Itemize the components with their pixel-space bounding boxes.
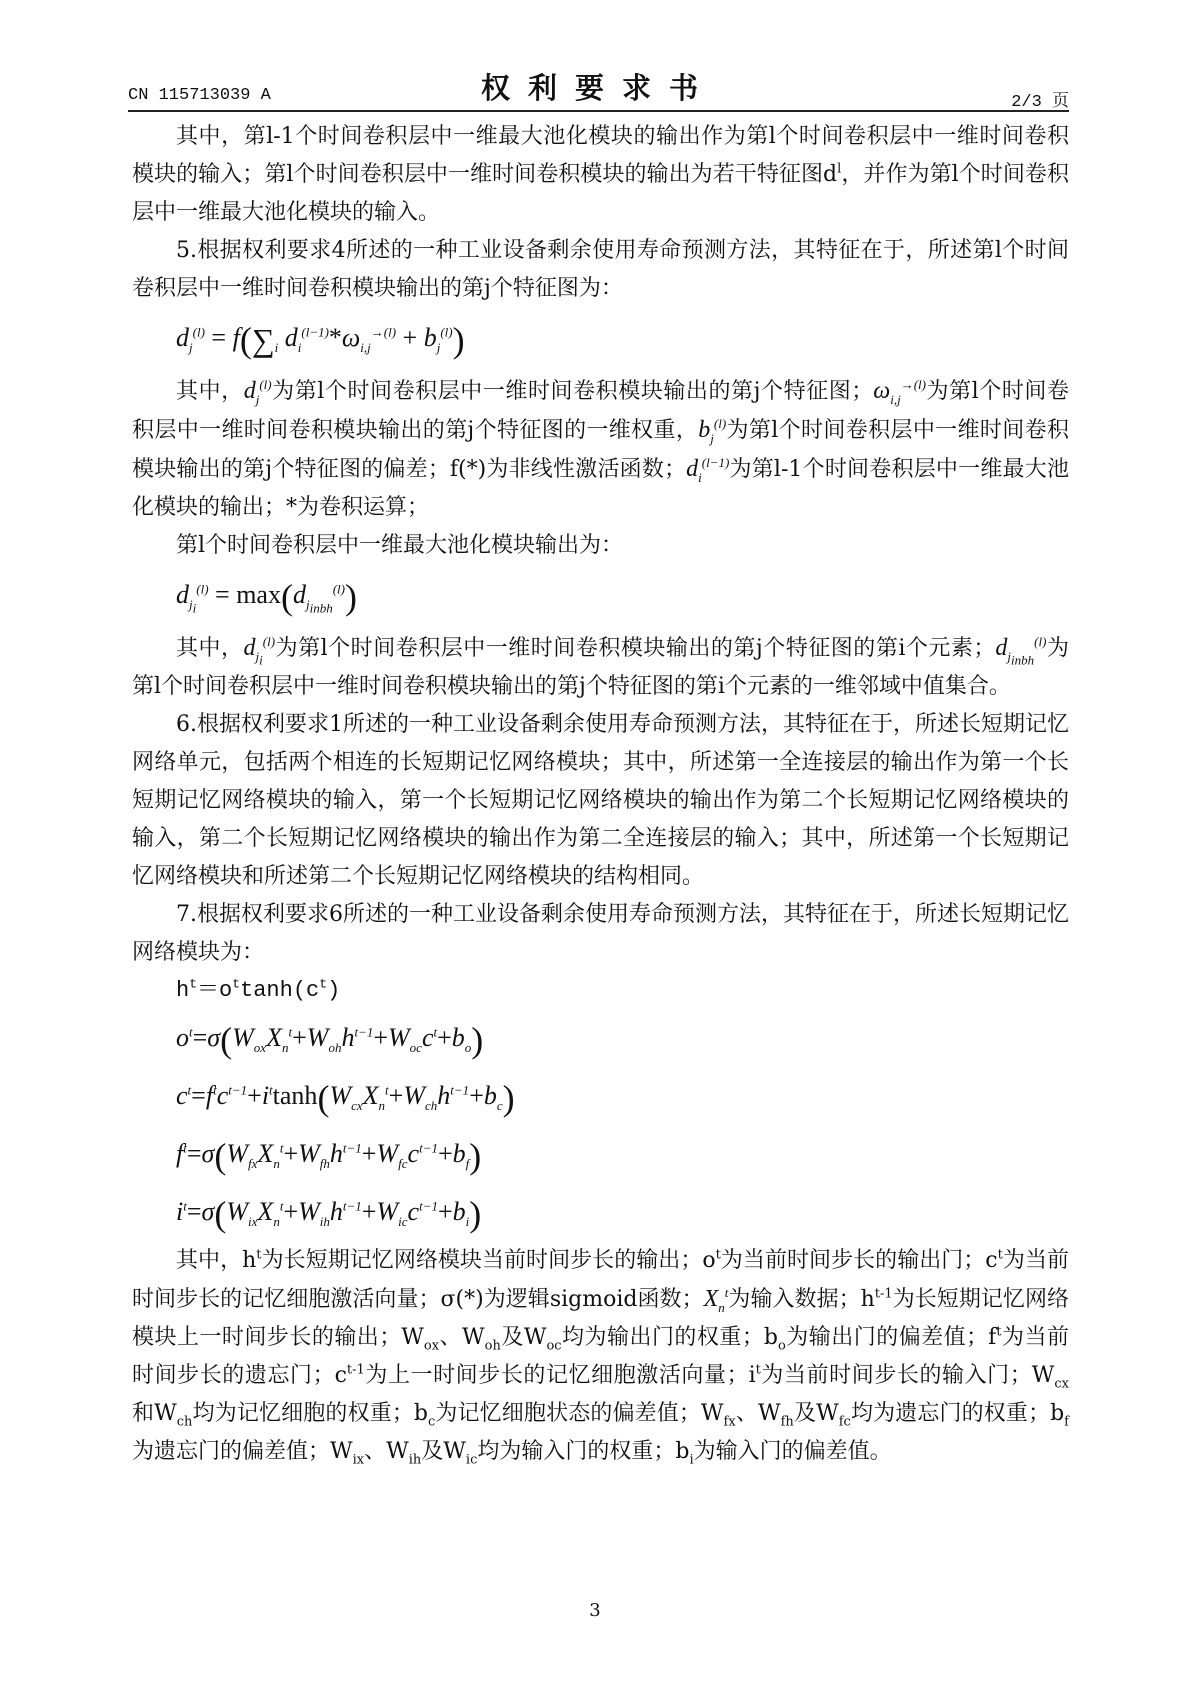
- page-of: 2/3 页: [1011, 93, 1069, 112]
- page-number: 3: [589, 1600, 601, 1621]
- formula-f: $f^t=\sigma(W_{fx}X_n^t+W_{fh}h^{t-1}+W_{fc}c^{t-1}+b_f)$: [176, 1136, 482, 1177]
- claim-6: 6.根据权利要求1所述的一种工业设备剩余使用寿命预测方法，其特征在于，所述长短期记忆网络单元，包括两个相连的长短期记忆网络模块；其中，所述第一全连接层的输出作为第一个长短期记忆网络模块的输入，第一个长短期记忆网络模块的输出作为第二个长短期记忆网络模块的输入，第二个长短期记忆网络模块的输出作为第二全连接层的输入；其中，所述第一个长短期记忆网络模块和所述第二个长短期记忆网络模块的结构相同。: [132, 712, 1069, 890]
- page-title: 权利要求书: [480, 71, 716, 105]
- paragraph-pool-def: 其中，$d_{j_i}^{(l)}$为第l个时间卷积层中一维时间卷积模块输出的第j个特征图的第i个元素；$d_{j_{inbh}}^{(l)}$为第l个时间卷积层中一维时间卷积模块输出的第j个特征图的第i个元素的一维邻域中值集合。: [132, 634, 1069, 700]
- paragraph-pool-intro: 第l个时间卷积层中一维最大池化模块输出为：: [176, 533, 624, 559]
- formula-pool: $d_{j_i}^{(l)} = \max(d_{j_{inbh}}^{(l)})$: [176, 577, 357, 618]
- claim-5: 5.根据权利要求4所述的一种工业设备剩余使用寿命预测方法，其特征在于，所述第l个时间卷积层中一维时间卷积模块输出的第j个特征图为：: [132, 238, 1069, 301]
- paragraph-conv-def: 其中，$d_j^{(l)}$为第l个时间卷积层中一维时间卷积模块输出的第j个特征图；$\omega_{i,j}^{\to(l)}$为第l个时间卷积层中一维时间卷积模块输出的第j个特征图的一维权重，$b_j^{(l)}$为第l个时间卷积层中一维时间卷积模块输出的第j个特征图的偏差；f(*)为非线性激活函数；$d_i^{(l-1)}$为第l-1个时间卷积层中一维最大池化模块的输出；*为卷积运算；: [132, 377, 1069, 521]
- paragraph-intro: 其中，第l-1个时间卷积层中一维最大池化模块的输出作为第l个时间卷积层中一维时间卷积模块的输入；第l个时间卷积层中一维时间卷积模块的输出为若干特征图$d^l$，并作为第l个时间卷积层中一维最大池化模块的输入。: [132, 124, 1069, 225]
- paragraph-lstm-def: 其中，$h^t$为长短期记忆网络模块当前时间步长的输出；$o^t$为当前时间步长的输出门；$c^t$为当前时间步长的记忆细胞激活向量；σ(*)为逻辑sigmoid函数；$X_n^t$为输入数据；$h^{t-1}$为长短期记忆网络模块上一时间步长的输出；$W_{ox}$、$W_{oh}$及$W_{oc}$均为输出门的权重；$b_o$为输出门的偏差值；$f^t$为当前时间步长的遗忘门；$c^{t-1}$为上一时间步长的记忆细胞激活向量；$i^t$为当前时间步长的输入门；$W_{cx}$和$W_{ch}$均为记忆细胞的权重；$b_c$为记忆细胞状态的偏差值；$W_{fx}$、$W_{fh}$及$W_{fc}$均为遗忘门的权重；$b_f$为遗忘门的偏差值；$W_{ix}$、$W_{ih}$及$W_{ic}$均为输入门的权重；$b_i$为输入门的偏差值。: [132, 1247, 1069, 1468]
- doc-number: CN 115713039 A: [128, 86, 271, 105]
- formula-o: $o^t=\sigma(W_{ox}X_n^t+W_{oh}h^{t-1}+W_{oc}c^t+b_o)$: [176, 1020, 484, 1061]
- formula-i: $i^t=\sigma(W_{ix}X_n^t+W_{ih}h^{t-1}+W_{ic}c^{t-1}+b_i)$: [176, 1194, 482, 1235]
- header-rule: [128, 110, 1069, 112]
- formula-conv: $d_j^{(l)} = f(\sum_i$ $d_i^{(l-1)}*\omega_{i,j}^{\to(l)} + b_j^{(l)}$): [176, 320, 465, 361]
- document-body: [132, 118, 1069, 1471]
- page-header: [128, 66, 1069, 114]
- formula-h: $h^t=o^t\tanh(c^t)$: [176, 976, 341, 1004]
- formula-c: $c^t=f^tc^{t-1}+i^t\tanh(W_{cx}X_n^t+W_{ch}h^{t-1}+b_c)$: [176, 1078, 515, 1119]
- lstm-equations: [132, 1010, 1069, 1242]
- claim-7: 7.根据权利要求6所述的一种工业设备剩余使用寿命预测方法，其特征在于，所述长短期记忆网络模块为：: [132, 902, 1069, 966]
